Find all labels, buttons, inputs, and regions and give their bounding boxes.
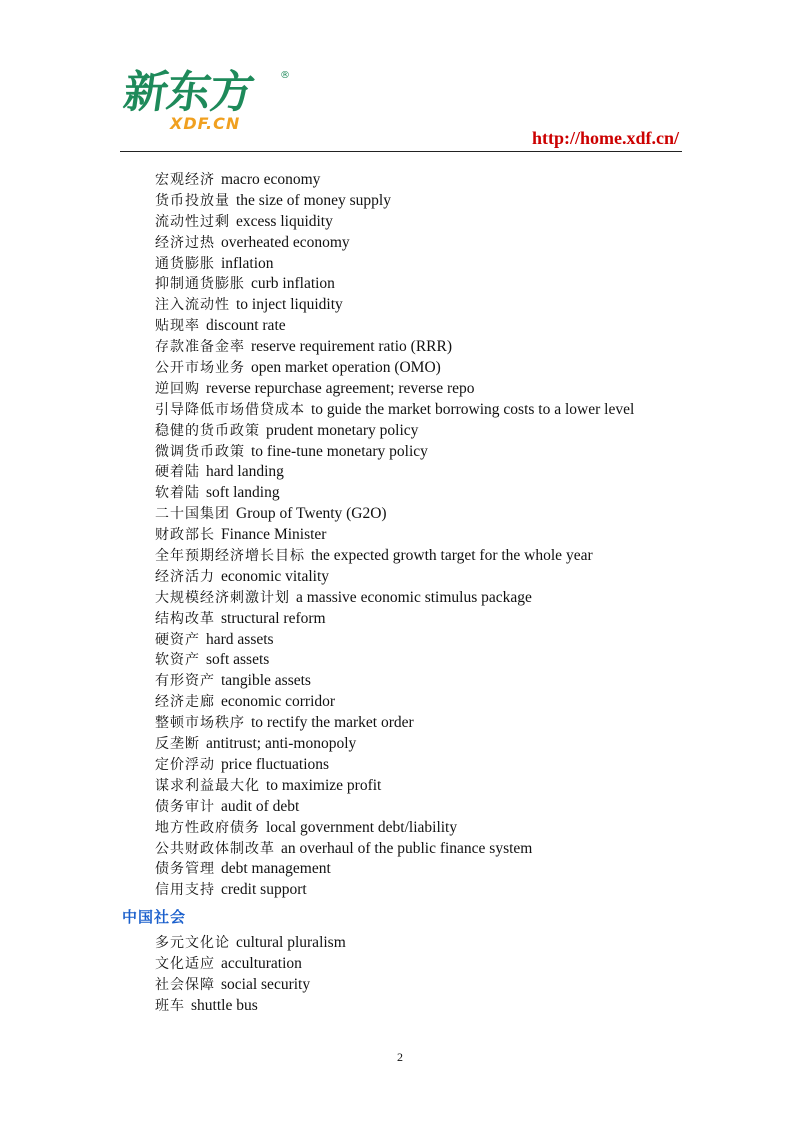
term-chinese: 社会保障: [155, 976, 215, 993]
term-chinese: 债务管理: [155, 861, 215, 878]
glossary-entry: [155, 692, 695, 713]
glossary-entry: [155, 797, 695, 818]
glossary-entry: [155, 170, 695, 191]
term-chinese: 多元文化论: [155, 935, 230, 951]
term-english: Group of Twenty (G2O): [236, 505, 387, 523]
term-english: reverse repurchase agreement; reverse repo: [206, 379, 475, 397]
term-chinese: 大规模经济刺激计划: [155, 589, 290, 606]
glossary-entry: [155, 274, 695, 295]
term-english: audit of debt: [221, 797, 300, 815]
glossary-entry: [155, 933, 695, 954]
glossary-entry: [155, 212, 695, 233]
term-chinese: 抑制通货膨胀: [155, 276, 245, 293]
glossary-entry: [155, 295, 695, 316]
glossary-entry: [155, 525, 695, 546]
term-chinese: 二十国集团: [155, 506, 230, 523]
glossary-entry: [155, 254, 695, 275]
glossary-entry: [155, 671, 695, 692]
logo-chinese-text: 新东方: [120, 67, 257, 118]
glossary-entry: [155, 818, 695, 839]
term-chinese: 谋求利益最大化: [155, 777, 260, 794]
glossary-entry: [155, 776, 695, 797]
term-chinese: 微调货币政策: [155, 443, 245, 460]
term-chinese: 注入流动性: [155, 297, 230, 314]
term-english: to fine-tune monetary policy: [251, 442, 428, 460]
glossary-entry: [155, 546, 695, 567]
term-chinese: 地方性政府债务: [155, 819, 260, 836]
term-english: shuttle bus: [191, 996, 258, 1014]
glossary-entry: [155, 442, 695, 463]
term-english: hard landing: [206, 463, 284, 481]
section-heading: 中国社会: [122, 908, 187, 926]
term-english: to maximize profit: [266, 776, 382, 794]
term-english: excess liquidity: [236, 212, 333, 230]
logo-english-text: XDF.CN: [170, 114, 241, 133]
term-chinese: 反垄断: [155, 736, 200, 753]
term-english: debt management: [221, 860, 331, 878]
term-english: inflation: [221, 254, 274, 272]
term-chinese: 全年预期经济增长目标: [155, 548, 305, 565]
term-english: the size of money supply: [236, 191, 391, 209]
term-english: antitrust; anti-monopoly: [206, 735, 357, 753]
term-english: to inject liquidity: [236, 296, 343, 314]
term-english: open market operation (OMO): [251, 359, 441, 377]
term-chinese: 通货膨胀: [155, 255, 215, 272]
xdf-logo: [120, 67, 294, 138]
term-english: prudent monetary policy: [266, 421, 419, 439]
glossary-entry: [155, 483, 695, 504]
term-chinese: 班车: [155, 997, 185, 1014]
term-chinese: 货币投放量: [155, 192, 230, 209]
term-chinese: 宏观经济: [155, 172, 215, 188]
term-chinese: 信用支持: [155, 882, 215, 899]
term-chinese: 逆回购: [155, 380, 200, 397]
glossary-entry: [155, 191, 695, 212]
term-english: social security: [221, 975, 311, 993]
term-chinese: 文化适应: [155, 955, 215, 972]
term-chinese: 经济活力: [155, 568, 215, 585]
glossary-entry: [155, 400, 695, 421]
term-english: the expected growth target for the whole year: [311, 547, 593, 565]
glossary-entry: [155, 713, 695, 734]
term-chinese: 债务审计: [155, 798, 215, 815]
term-english: soft landing: [206, 484, 280, 502]
term-english: price fluctuations: [221, 755, 330, 773]
term-chinese: 流动性过剩: [155, 213, 230, 230]
term-english: economic corridor: [221, 693, 336, 711]
term-english: to guide the market borrowing costs to a lower level: [311, 400, 635, 418]
header-divider: [120, 151, 682, 152]
glossary-entry: [155, 358, 695, 379]
term-english: credit support: [221, 881, 307, 899]
glossary-entry: [155, 859, 695, 880]
term-english: soft assets: [206, 651, 270, 669]
header-url-link[interactable]: http://home.xdf.cn/: [531, 128, 679, 148]
term-english: local government debt/liability: [266, 818, 458, 836]
term-chinese: 贴现率: [155, 318, 200, 335]
glossary-list: [155, 170, 695, 901]
term-english: tangible assets: [221, 672, 311, 690]
term-english: acculturation: [221, 954, 302, 972]
glossary-entry: [155, 609, 695, 630]
term-english: structural reform: [221, 609, 326, 627]
term-chinese: 经济走廊: [155, 694, 215, 711]
term-english: overheated economy: [221, 233, 350, 251]
glossary-entry: [155, 421, 695, 442]
term-english: a massive economic stimulus package: [296, 588, 532, 606]
term-english: discount rate: [206, 317, 286, 335]
glossary-entry: [155, 462, 695, 483]
term-chinese: 公共财政体制改革: [155, 840, 275, 857]
glossary-list-society: [155, 933, 695, 1017]
glossary-entry: [155, 233, 695, 254]
term-english: an overhaul of the public finance system: [281, 839, 533, 857]
term-english: to rectify the market order: [251, 714, 414, 732]
term-chinese: 软着陆: [155, 485, 200, 502]
term-chinese: 硬资产: [155, 631, 200, 648]
glossary-entry: [155, 630, 695, 651]
glossary-entry: [155, 316, 695, 337]
term-chinese: 整顿市场秩序: [155, 715, 245, 732]
term-chinese: 有形资产: [155, 673, 215, 690]
term-english: economic vitality: [221, 567, 330, 585]
term-chinese: 公开市场业务: [155, 360, 245, 377]
glossary-entry: [155, 734, 695, 755]
glossary-entry: [155, 588, 695, 609]
term-chinese: 定价浮动: [155, 756, 215, 773]
glossary-entry: [155, 954, 695, 975]
term-chinese: 财政部长: [155, 527, 215, 544]
term-chinese: 引导降低市场借贷成本: [155, 401, 305, 418]
term-chinese: 结构改革: [155, 610, 215, 627]
glossary-entry: [155, 650, 695, 671]
glossary-entry: [155, 755, 695, 776]
glossary-entry: [155, 567, 695, 588]
term-chinese: 硬着陆: [155, 464, 200, 481]
term-chinese: 存款准备金率: [155, 339, 245, 356]
term-english: reserve requirement ratio (RRR): [251, 338, 452, 356]
page-number: 2: [397, 1050, 403, 1064]
glossary-entry: [155, 504, 695, 525]
registered-mark: ®: [280, 70, 290, 81]
term-english: cultural pluralism: [236, 934, 346, 951]
term-english: Finance Minister: [221, 526, 327, 544]
glossary-entry: [155, 839, 695, 860]
glossary-entry: [155, 379, 695, 400]
glossary-entry: [155, 337, 695, 358]
glossary-entry: [155, 880, 695, 901]
term-english: curb inflation: [251, 275, 335, 293]
term-english: macro economy: [221, 171, 321, 188]
glossary-entry: [155, 996, 695, 1017]
term-chinese: 稳健的货币政策: [155, 422, 260, 439]
glossary-entry: [155, 975, 695, 996]
term-chinese: 经济过热: [155, 234, 215, 251]
term-chinese: 软资产: [155, 652, 200, 669]
term-english: hard assets: [206, 630, 274, 648]
